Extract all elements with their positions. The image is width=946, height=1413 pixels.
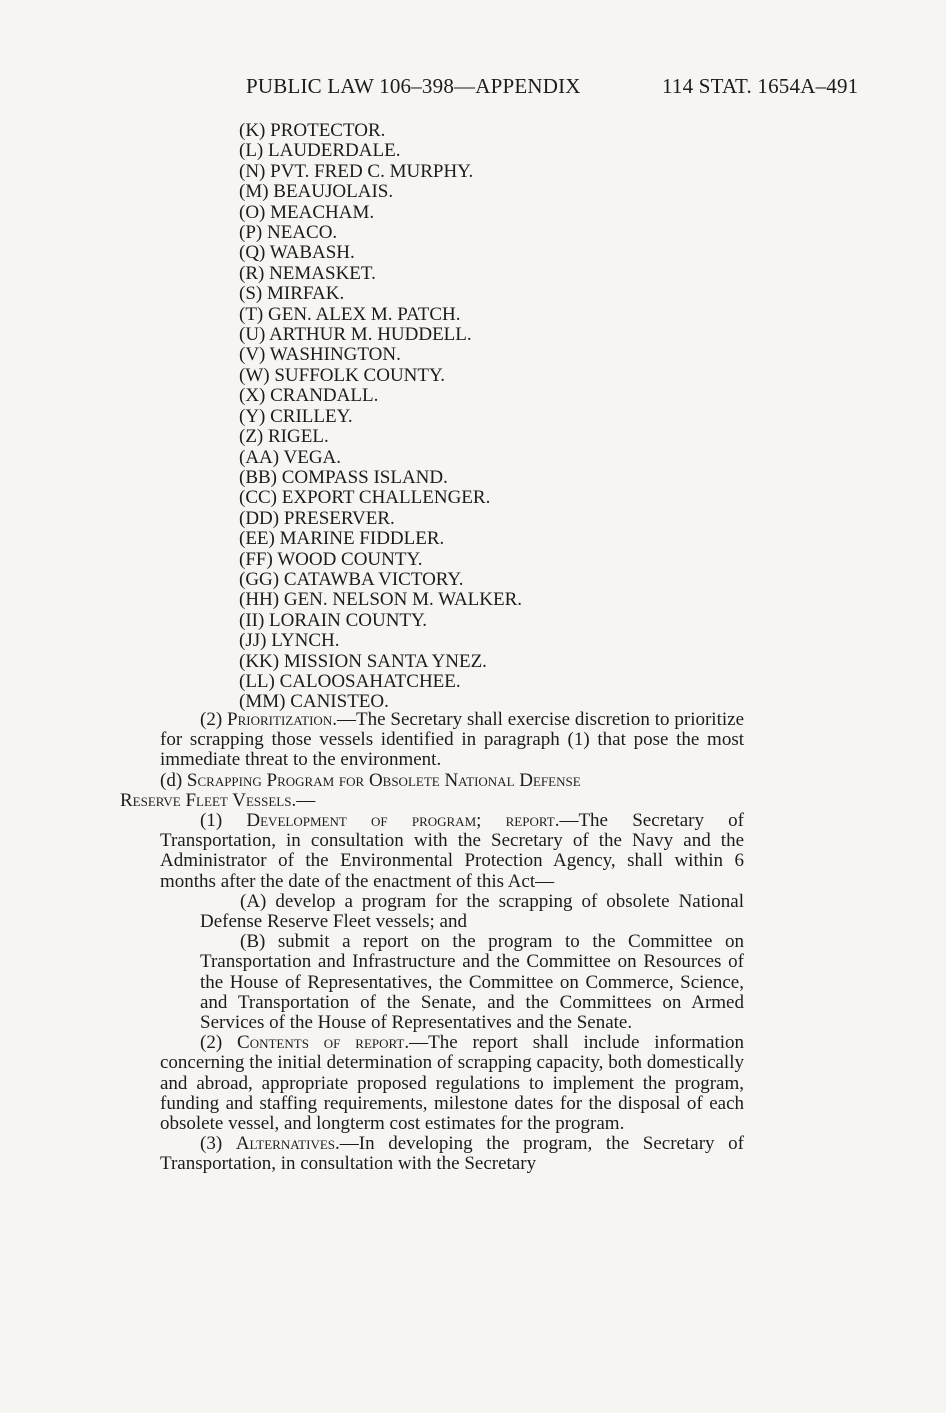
vessel-item: (HH) GEN. NELSON M. WALKER. [239, 589, 523, 611]
paragraph-c2-prioritization [120, 710, 744, 771]
paragraph-heading: Contents of report [237, 1032, 405, 1054]
subsection-heading-part2: Reserve Fleet Vessels [120, 789, 292, 811]
paragraph-number: (2) [200, 709, 228, 730]
vessel-item: (V) WASHINGTON. [239, 344, 401, 366]
vessel-item: (Q) WABASH. [239, 242, 355, 264]
vessel-item: (T) GEN. ALEX M. PATCH. [239, 303, 461, 325]
subsection-heading-dash: .— [291, 789, 316, 811]
page-header [0, 74, 946, 100]
subparagraph-d1a: (A) develop a program for the scrapping of obsolete National Defense Reserve Fleet vessels; and [200, 890, 744, 933]
paragraph-d3-alternatives [120, 1134, 744, 1174]
vessel-item: (II) LORAIN COUNTY. [239, 609, 428, 631]
paragraph-heading: Alternatives [235, 1133, 335, 1155]
paragraph-number: (2) [200, 1032, 238, 1054]
vessel-item: (R) NEMASKET. [239, 262, 376, 284]
vessel-item: (Y) CRILLEY. [239, 405, 353, 427]
vessel-item: (P) NEACO. [239, 222, 338, 244]
paragraph-text: .—The Secretary of Transportation, in consultation with the Secretary of the Navy and the Administrator of the Environmental Protection Agency, shall within 6 months after the date of the enactment of this Act— [160, 810, 744, 892]
statute-citation: 114 STAT. 1654A–491 [662, 74, 859, 98]
vessel-item: (K) PROTECTOR. [239, 120, 386, 141]
vessel-item: (DD) PRESERVER. [239, 507, 395, 529]
paragraph-heading: Development of program; report [246, 810, 555, 832]
vessel-item: (W) SUFFOLK COUNTY. [239, 364, 446, 386]
vessel-item: (U) ARTHUR M. HUDDELL. [239, 324, 472, 346]
vessel-item: (FF) WOOD COUNTY. [239, 548, 423, 570]
paragraph-number: (3) [200, 1133, 236, 1155]
paragraph-text: .—The Secretary shall exercise discretion to prioritize for scrapping those vessels identified in paragraph (1) that pose the most immediate threat to the environment. [160, 709, 744, 771]
paragraph-text: .—In developing the program, the Secretary of Transportation, in consultation with the Secretary [160, 1133, 744, 1175]
statute-body [120, 710, 744, 1175]
vessel-item: (MM) CANISTEO. [239, 691, 389, 713]
paragraph-d2-contents [120, 1033, 744, 1134]
vessel-item: (M) BEAUJOLAIS. [239, 181, 394, 203]
subsection-number: (d) [160, 769, 187, 791]
subsection-heading-part1: Scrapping Program for Obsolete National Defense [186, 769, 581, 791]
vessel-item: (O) MEACHAM. [239, 201, 375, 223]
subparagraph-d1b: (B) submit a report on the program to the Committee on Transportation and Infrastructure and the Committee on Resources of the House of Representatives, the Committee on Commerce, Science, and Transportation of the Senate, and the Committees on Armed Services of the House of Representatives and the Senate. [200, 931, 744, 1034]
vessel-item: (KK) MISSION SANTA YNEZ. [239, 650, 487, 672]
vessel-item: (BB) COMPASS ISLAND. [239, 466, 448, 488]
vessel-item: (CC) EXPORT CHALLENGER. [239, 487, 491, 509]
vessel-item: (EE) MARINE FIDDLER. [239, 528, 445, 550]
vessel-item: (N) PVT. FRED C. MURPHY. [239, 160, 474, 182]
running-head: PUBLIC LAW 106–398—APPENDIX [246, 74, 581, 98]
vessel-item: (Z) RIGEL. [239, 426, 329, 448]
vessel-item: (X) CRANDALL. [239, 385, 379, 407]
paragraph-d1-development [120, 811, 744, 892]
subsection-d-heading [120, 771, 744, 811]
vessel-item: (JJ) LYNCH. [239, 630, 340, 652]
paragraph-text: .—The report shall include information concerning the initial determination of scrapping capacity, both domestically and abroad, appropriate proposed regulations to implement the program, funding and staffing requirements, milestone dates for the disposal of each obsolete vessel, and longterm cost estimates for the program. [160, 1032, 744, 1135]
vessel-item: (S) MIRFAK. [239, 283, 345, 305]
subsection-d-heading-line2 [120, 791, 744, 811]
paragraph-number: (1) [200, 810, 247, 832]
vessel-item: (GG) CATAWBA VICTORY. [239, 568, 464, 590]
vessel-item: (L) LAUDERDALE. [239, 140, 401, 162]
vessel-item: (AA) VEGA. [239, 446, 342, 468]
vessel-item: (LL) CALOOSAHATCHEE. [239, 670, 461, 692]
paragraph-heading: Prioritization [227, 709, 333, 730]
vessel-list [239, 121, 522, 713]
subsection-d-heading-line1 [120, 771, 744, 791]
